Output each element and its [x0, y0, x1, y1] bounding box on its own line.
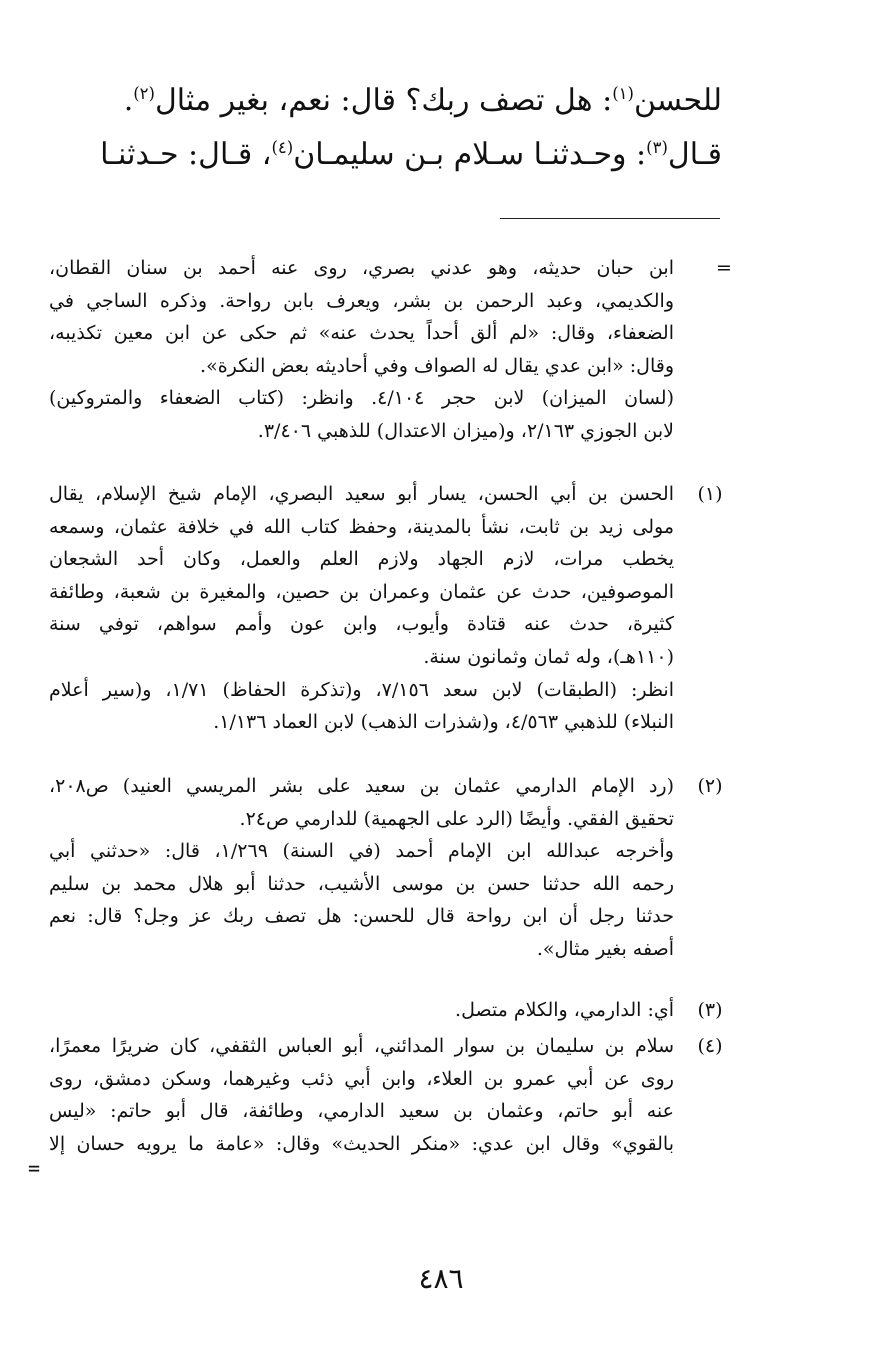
page-number: ٤٨٦ [418, 1262, 464, 1295]
main-text-line-1 [22, 72, 722, 123]
footnote-line: عنه أبو حاتم، وعثمان بن سعيد الدارمي، وطائفة، قال أبو حاتم: «ليس [49, 1100, 674, 1123]
footnote-line: الضعفاء، وقال: «لم ألق أحداً يحدث عنه» ثم حكى عن ابن معين تكذيبه، [49, 322, 674, 345]
footnote-marker-4: (٤) [697, 1035, 723, 1057]
footnote-line: لابن الجوزي ٢/١٦٣، و(ميزان الاعتدال) للذهبي ٣/٤٠٦. [257, 419, 674, 442]
footnote-line: أصفه بغير مثال». [536, 937, 674, 960]
footnote-ref[interactable]: (٢) [133, 84, 155, 103]
footnote-line: انظر: (الطبقات) لابن سعد ٧/١٥٦، و(تذكرة الحفاظ) ١/٧١، و(سير أعلام [49, 678, 674, 701]
footnote-line: (١١٠هـ)، وله ثمان وثمانون سنة. [423, 645, 674, 668]
main-text-fragment: ، قـال: حـدثنـا [100, 137, 272, 172]
continuation-marker: = [716, 257, 732, 279]
main-text-fragment: : وحـدثنـا سـلام بـن سليمـان [293, 137, 647, 172]
footnote-line: كثيرة، حدث عنه قتادة وأيوب، وابن عون وأمم سواهم، توفي سنة [49, 613, 674, 636]
footnote-4 [49, 1030, 674, 1160]
footnote-marker-1: (١) [697, 483, 723, 505]
footnote-line: (لسان الميزان) لابن حجر ٤/١٠٤. وانظر: (كتاب الضعفاء والمتروكين) [49, 387, 674, 410]
footnote-line: الحسن بن أبي الحسن، يسار أبو سعيد البصري، الإمام شيخ الإسلام، يقال [49, 483, 674, 505]
footnote-marker-2: (٢) [697, 775, 723, 797]
footnote-line: تحقيق الفقي. وأيضًا (الرد على الجهمية) للدارمي ص٢٤. [239, 807, 674, 830]
footnote-line: ابن حبان حديثه، وهو عدني بصري، روى عنه أحمد بن سنان القطان، [49, 257, 674, 279]
footnote-line: (رد الإمام الدارمي عثمان بن سعيد على بشر المريسي العنيد) ص٢٠٨، [49, 775, 674, 797]
footnote-line: أي: الدارمي، والكلام متصل. [455, 999, 674, 1021]
footnote-line: النبلاء) للذهبي ٤/٥٦٣، و(شذرات الذهب) لابن العماد ١/١٣٦. [213, 711, 674, 734]
footnote-line: روى عن أبي عمرو بن العلاء، وابن أبي ذئب وغيرهما، وسكن دمشق، روى [49, 1067, 674, 1090]
footnote-2 [49, 770, 674, 966]
footnote-line: وأخرجه عبدالله ابن الإمام أحمد (في السنة) ١/٢٦٩، قال: «حدثني أبي [49, 840, 674, 863]
main-text-fragment: قـال [667, 137, 722, 172]
footnote-marker-3: (٣) [697, 999, 723, 1021]
footnote-line: سلام بن سليمان بن سوار المدائني، أبو العباس الثقفي، كان ضريرًا معمرًا، [49, 1035, 674, 1057]
footnote-continuation [49, 252, 674, 448]
footnote-ref[interactable]: (١) [612, 84, 634, 103]
continuation-marker-end: = [28, 1156, 41, 1180]
footnote-line: بالقوي» وقال ابن عدي: «منكر الحديث» وقال: «عامة ما يرويه حسان إلا [49, 1132, 674, 1155]
footnote-line: رحمه الله حدثنا حسن بن موسى الأشيب، حدثنا أبو هلال محمد بن سليم [49, 872, 674, 895]
footnote-line: مولى زيد بن ثابت، نشأ بالمدينة، وحفظ كتاب الله في خلافة عثمان، وسمعه [49, 515, 674, 538]
main-text-fragment: . [123, 83, 134, 118]
footnote-ref[interactable]: (٣) [646, 138, 668, 157]
main-text-fragment: : هل تصف ربك؟ قال: نعم، بغير مثال [154, 83, 613, 118]
footnote-line: والكديمي، وعبد الرحمن بن بشر، ويعرف بابن رواحة. وذكره الساجي في [49, 289, 674, 312]
main-text-line-2 [22, 126, 722, 177]
main-text-fragment: للحسن [633, 83, 722, 118]
footnote-separator [500, 218, 720, 219]
footnote-line: الموصوفين، حدث عن عثمان وعمران بن حصين، والمغيرة بن شعبة، وطائفة [49, 580, 674, 603]
footnote-ref[interactable]: (٤) [271, 138, 294, 157]
footnote-line: وقال: «ابن عدي يقال له الصواف وفي أحاديثه بعض النكرة». [200, 354, 674, 377]
footnote-line: حدثنا رجل أن ابن رواحة قال للحسن: هل تصف ربك عز وجل؟ قال: نعم [49, 905, 674, 928]
footnote-1 [49, 478, 674, 739]
footnote-line: يخطب مرات، لازم الجهاد ولازم العلم والعمل، وكان أحد الشجعان [49, 548, 674, 571]
footnote-3 [49, 994, 674, 1027]
